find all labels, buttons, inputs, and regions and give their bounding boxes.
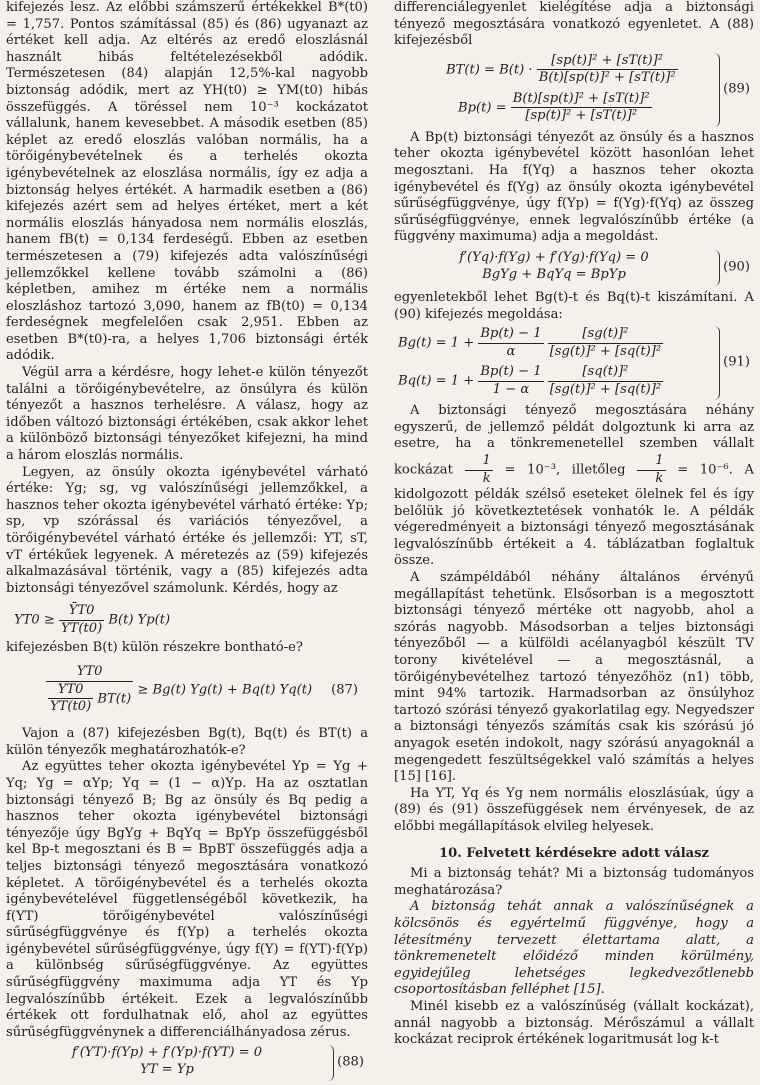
eq-lhs: BT(t) = B(t) · xyxy=(446,62,533,78)
eq-fraction xyxy=(478,364,543,398)
paragraph: Az együttes teher okozta igénybevétel Yp = Yg + Yq; Yg = αYp; Yq = (1 − α)Yp. Ha az osztatlan biztonsági tényező B; Bg az önsúly és Bq pedig a hasznos teher okozta igénybevétel biztonsági tényezője úgy BgYg + BqYq = BpYp összefüggésből kel Bp-t megosztani és B = BpBT összefüggés adja a teljes biztonsági tényező megosztására vonatkozó képletet. A törőigénybevétel és a terhelés okozta igénybevételével függetlenségéből következik, ha f(YT) törőigénybevétel valószínűségi sűrűségfüggvénye és f(Yp) a terhelés okozta igénybevétel sűrűségfüggvénye, úgy f(Y) = f(YT)·f(Yp) a különbség sűrűségfüggvénye. Az együttes sűrűségfüggvény maximuma adja YT és Yp legvalószínűbb értékeit. Ezek a legvalószínűbb értékek ott fordulhatnak elő, ahol az együttes sűrűségfüggvénynek a differenciálhányadosa zérus. xyxy=(6,759,368,1040)
equation-number: (91) xyxy=(723,354,750,370)
definition-paragraph: A biztonság tehát annak a valószínűségnek a kölcsönös és egyértelmű függvénye, hogy a létesítmény tervezett élettartama alatt, a tönkremenetelt előidéző minden körülmény, egyidejűleg lehetséges legkedvezőtlenebb csoportosításban felléphet [15]. xyxy=(394,899,754,998)
bt-term: BT(t) xyxy=(97,691,132,707)
nested-numerator: ȲT0 xyxy=(48,682,93,700)
text-run: = 10⁻³, illetőleg xyxy=(504,462,626,478)
text-run: A biztonsági tényező megosztására néhány egyszerű, de jellemző példát dolgoztunk ki arra az esetre, ha a tönkremenetellel szemben vállalt kockázat xyxy=(394,403,754,478)
paragraph: egyenletekből lehet Bg(t)-t és Bq(t)-t kiszámítani. A (90) kifejezés megoldása: xyxy=(394,289,754,322)
brace xyxy=(713,250,720,286)
eq-rhs: ≥ Bg(t) Yg(t) + Bq(t) Yq(t) xyxy=(137,682,313,698)
section-heading: 10. Felvetett kérdésekre adott válasz xyxy=(439,845,709,861)
nested-denominator: ȲT(t0) xyxy=(50,699,92,715)
fraction-denominator: ȲT(t0) xyxy=(61,620,103,636)
fraction-numerator: B(t)[sp(t)]² + [sT(t)]² xyxy=(511,91,652,109)
fraction-denominator xyxy=(46,682,133,716)
fraction-denominator: k xyxy=(482,470,491,486)
paragraph: A számpéldából néhány általános érvényű megállapítást tehetünk. Elsősorban is a megosztott biztonsági tényező mértéke ott nagyobb, ahol a szórás nagyobb. Másodsorban a teljes biztonsági tényezőből — a külföldi acélanyagból készült TV torony kivételével — a megosztásnál, a törőigénybevételhez tartozó tényezőhöz (n1) több, mint 94% tartozik. Harmadsorban az önsúlyhoz tartozó szórási tényező gyakorlatilag egy. Negyedszer a biztonsági tényezős számítás csak kis szórású jó anyagok esetén indokolt, nagy szórású anyagoknál a megengedett feszültségekkel való számítás a helyes [15] [16]. xyxy=(394,570,754,785)
paragraph: Vajon a (87) kifejezésben Bg(t), Bq(t) és BT(t) a külön tényezők meghatározhatók-e? xyxy=(6,726,368,758)
eq-lhs: YT0 ≥ xyxy=(14,612,55,628)
eq-fraction xyxy=(548,326,663,360)
paragraph xyxy=(394,403,754,570)
eq-fraction xyxy=(59,603,104,637)
fraction-denominator: [sp(t)]² + [sT(t)]² xyxy=(525,108,638,124)
fraction-denominator: k xyxy=(655,470,664,486)
fraction-denominator: B(t)[sp(t)]² + [sT(t)]² xyxy=(538,70,676,86)
fraction-denominator: α xyxy=(506,343,516,359)
fraction-denominator: [sg(t)]² + [sq(t)]² xyxy=(549,381,662,397)
paragraph: Ha YT, Yq és Yg nem normális eloszlásúak, úgy a (89) és (91) összefüggések nem érvényesek, de az előbbi megállapítások elvileg helyesek. xyxy=(394,785,754,834)
fraction-numerator: 1 xyxy=(637,453,665,471)
equation-88 xyxy=(6,1045,368,1081)
equation-number: (90) xyxy=(723,259,750,275)
equation-90 xyxy=(394,250,754,286)
equation-89 xyxy=(394,53,754,127)
paragraph: Legyen, az önsúly okozta igénybevétel várható értéke: Yg; sg, vg valószínűségi jellemzőkkel, a hasznos teher okozta igénybevétel várható értéke: Yp; sp, vp szórással és variációs tényezővel, a törőigénybevétel várható értéke és jellemzői: YT, sT, vT értékűek legyenek. A méretezés az (59) kifejezés alkalmazásával történik, vagy a (85) kifejezés adta biztonsági tényezővel számolunk. Kérdés, hogy az xyxy=(6,464,368,596)
eq-lhs: Bg(t) = 1 + xyxy=(398,335,475,351)
paragraph: Minél kisebb ez a valószínűség (vállalt kockázat), annál nagyobb a biztonság. Mérőszámul a vállalt kockázat reciprok értékének logaritmusát log k-t xyxy=(394,998,754,1048)
paragraph: kifejezésben B(t) külön részekre bontható-e? xyxy=(6,639,303,655)
paragraph: Végül arra a kérdésre, hogy lehet-e külön tényezőt találni a törőigénybevételre, az önsúlyra és külön tényezőt a hasznos terhelésre. A válasz, hogy az időben változó biztonsági értékében, csak akkor lehet a különböző biztonsági tényezőket kifejezni, ha mind a három eloszlás normális. xyxy=(6,365,368,464)
equation-number: (89) xyxy=(723,81,750,97)
eq-fraction xyxy=(465,453,493,487)
eq-lhs: Bp(t) = xyxy=(458,100,507,116)
equation-91 xyxy=(394,326,754,400)
fraction-numerator: Bp(t) − 1 xyxy=(478,364,543,382)
eq-rhs: B(t) Yp(t) xyxy=(108,612,171,628)
text-run: = 10⁻⁶. xyxy=(677,462,733,478)
fraction-denominator: 1 − α xyxy=(492,381,530,397)
inline-equation xyxy=(14,603,368,637)
paragraph: kifejezés lesz. Az előbbi számszerű értékekkel B*(t0) = 1,757. Pontos számítással (85) és (86) ugyanazt az értéket kell adja. Az eltérés az eredő eloszlásnál használt hibás feltételezésekből adódik. Természetesen (84) alapján 12,5%-kal nagyobb biztonság adódik, mert az YH(t0) ≥ YM(t0) hibás összefüggés. A töréssel nem 10⁻³ kockázatot vállalunk, hanem kevesebbet. A második esetben (85) képlet az eredő eloszlás valóban normális, ha a törőigénybevételnek és a terhelés okozta igénybevételnek az eloszlása normális, így ez adja a biztonság helyes értékét. A harmadik esetben a (86) kifejezés azért sem ad helyes értéket, mert a két normális eloszlás hányadosa nem normális eloszlás, hanem fB(t) = 0,134 ferdeségű. Ebben az esetben természetesen a (79) kifejezés adta valószínűségi jellemzőkkel kellene tovább számolni a (86) képletben, amihez m értéke nem a normális eloszláshoz tartozó 3,090, hanem az fB(t0) = 0,134 ferdeségnek megfelelően csak 2,951. Ebben az esetben B*(t0)-ra, a helyes 1,706 biztonsági érték adódik. xyxy=(6,0,368,364)
fraction-numerator: Bp(t) − 1 xyxy=(478,326,543,344)
eq-fraction xyxy=(46,664,133,716)
eq-line: f′(YT)·f(Yp) + f′(Yp)·f(YT) = 0 xyxy=(71,1045,263,1061)
left-column xyxy=(6,0,368,1085)
paragraph: Mi a biztonság tehát? Mi a biztonság tudományos meghatározása? xyxy=(394,866,754,898)
nested-fraction xyxy=(48,682,93,716)
equation-87 xyxy=(6,660,368,722)
equation-number: (88) xyxy=(337,1055,364,1071)
brace xyxy=(327,1045,334,1081)
eq-lhs: Bq(t) = 1 + xyxy=(398,373,475,389)
text-run: A kidolgozott példák szélső eseteket ölelnek fel és így belőlük jó következtetések vonhatók le. A példák végeredményeit a biztonsági tényező megosztásának legvalószínűbb értékeit a 4. táblázatban foglaltuk össze. xyxy=(394,462,754,569)
fraction-numerator: 1 xyxy=(465,453,493,471)
fraction-numerator: [sp(t)]² + [sT(t)]² xyxy=(537,53,678,71)
eq-fraction xyxy=(537,53,678,87)
eq-line: BgYg + BqYq = BpYp xyxy=(482,266,626,282)
eq-fraction xyxy=(511,91,652,125)
eq-fraction xyxy=(637,453,665,487)
eq-fraction xyxy=(478,326,543,360)
brace xyxy=(713,326,720,400)
eq-fraction xyxy=(548,364,663,398)
brace xyxy=(713,53,720,127)
eq-line: f′(Yq)·f(Yg) + f′(Yg)·f(Yq) = 0 xyxy=(459,249,649,265)
paragraph: A Bp(t) biztonsági tényezőt az önsúly és a hasznos teher okozta igénybevétel között hasonlóan lehet megosztani. Ha f(Yq) a hasznos teher okozta igénybevétel és f(Yg) az önsúly okozta igénybevétel sűrűségfüggvénye, úgy f(Yp) = f(Yg)·f(Yq) az összeg sűrűségfüggvénye, ennek legvalószínűbb értéke (a függvény maximuma) adja a megoldást. xyxy=(394,129,754,245)
paragraph: differenciálegyenlet kielégítése adja a biztonsági tényező megosztására vonatkozó egyenletet. A (88) kifejezésből xyxy=(394,0,754,49)
fraction-numerator: ȲT0 xyxy=(59,603,104,621)
fraction-numerator: YT0 xyxy=(46,664,133,682)
fraction-denominator: [sg(t)]² + [sq(t)]² xyxy=(549,343,662,359)
right-column xyxy=(394,0,754,1049)
equation-number: (87) xyxy=(331,682,358,698)
fraction-numerator: [sg(t)]² xyxy=(548,326,663,344)
eq-line: YT = Yp xyxy=(140,1062,194,1078)
fraction-numerator: [sq(t)]² xyxy=(548,364,663,382)
